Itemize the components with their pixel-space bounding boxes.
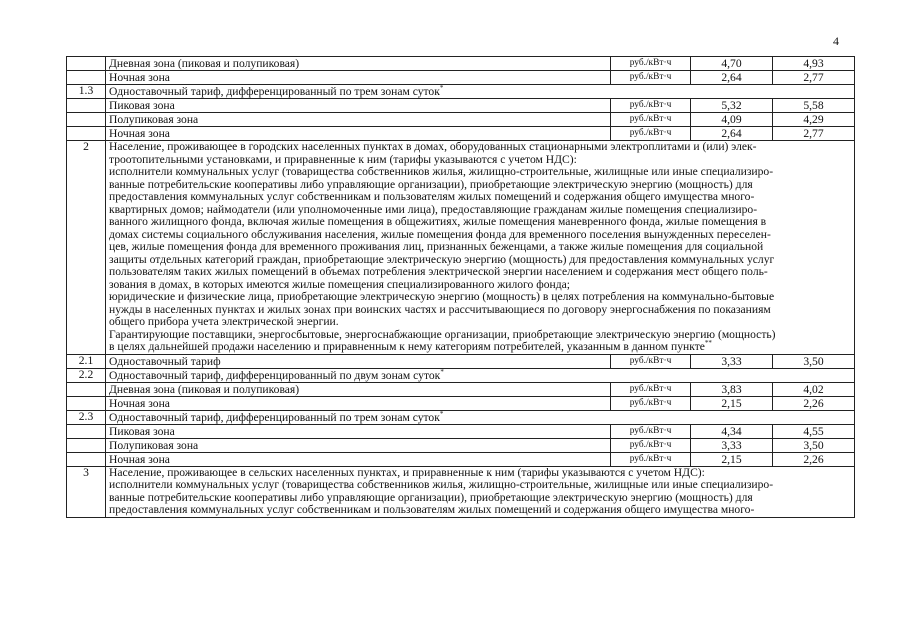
page-number: 4 (833, 34, 839, 48)
table-row (67, 438, 855, 452)
unit-cell: руб./кВт·ч (611, 127, 691, 141)
section-text (106, 466, 855, 517)
tariff-value-1: 2,15 (691, 452, 773, 466)
row-number (67, 99, 106, 113)
row-number (67, 113, 106, 127)
table-row (67, 354, 855, 368)
section-line: в целях дальнейшей продажи населению и приравненным к нему категориям потребителей, указанным в данном пункте** (109, 339, 712, 353)
section-row (67, 466, 855, 517)
row-label-text: Одноставочный тариф, дифференцированный по двум зонам суток (109, 368, 441, 382)
table-row (67, 127, 855, 141)
section-line: ванные потребительские кооперативы либо управляющие организации), приобретающие электрическую энергию (мощность) для (109, 177, 753, 191)
table-row (67, 424, 855, 438)
tariff-table-body (67, 57, 855, 518)
section-text (106, 141, 855, 355)
row-label (106, 410, 855, 424)
unit-cell: руб./кВт·ч (611, 382, 691, 396)
table-row (67, 113, 855, 127)
table-row (67, 452, 855, 466)
section-line: предоставления коммунальных услуг собственникам и пользователям жилых помещений и содержания общего имущества много- (109, 190, 755, 203)
row-number (67, 71, 106, 85)
row-number (67, 424, 106, 438)
section-line: зования в домах, в которых имеются жилые помещения специализированного жилого фонда; (109, 277, 570, 291)
row-label: Ночная зона (106, 452, 611, 466)
section-line: троотопительными установками, и приравненные к ним (тарифы указываются с учетом НДС): (109, 152, 577, 166)
row-label (106, 85, 855, 99)
tariff-value-1: 4,09 (691, 113, 773, 127)
section-line: Население, проживающее в сельских населенных пунктах, и приравненные к ним (тарифы указываются с учетом НДС): (109, 466, 705, 479)
unit-cell: руб./кВт·ч (611, 438, 691, 452)
tariff-value-1: 5,32 (691, 99, 773, 113)
unit-cell: руб./кВт·ч (611, 424, 691, 438)
row-label (106, 368, 855, 382)
tariff-value-1: 3,33 (691, 354, 773, 368)
table-row (67, 410, 855, 424)
section-line: общего прибора учета электрической энергии. (109, 315, 339, 328)
row-label: Ночная зона (106, 396, 611, 410)
table-row (67, 85, 855, 99)
row-label: Полупиковая зона (106, 113, 611, 127)
section-line: квартирных домов; наймодатели (или уполномоченные ими лица), предоставляющие гражданам жилые помещения специализиро- (109, 202, 758, 216)
tariff-value-2: 4,29 (773, 113, 855, 127)
section-line: юридические и физические лица, приобретающие электрическую энергию (мощность) в целях потребления на коммунально-бытовые (109, 290, 775, 303)
section-line: ванного жилищного фонда, включая жилые помещения в общежитиях, жилые помещения маневренного фонда, жилые помещения в (109, 215, 767, 228)
section-line: цев, жилые помещения фонда для временного проживания лиц, признанных беженцами, а также жилые помещения для социальной (109, 240, 764, 253)
row-number: 2.2 (67, 368, 106, 382)
table-row (67, 382, 855, 396)
section-number: 3 (67, 466, 106, 517)
tariff-value-1: 2,64 (691, 71, 773, 85)
row-label: Пиковая зона (106, 424, 611, 438)
tariff-table (66, 56, 855, 518)
footnote-mark: * (440, 368, 444, 376)
tariff-value-1: 4,70 (691, 57, 773, 71)
section-line: Гарантирующие поставщики, энергосбытовые, энергоснабжающие организации, приобретающие электрическую энергию (мощность) (109, 327, 776, 341)
section-number: 2 (67, 141, 106, 355)
row-number (67, 57, 106, 71)
footnote-mark: * (439, 84, 444, 93)
footnote-mark: ** (704, 339, 712, 348)
tariff-value-2: 4,55 (773, 424, 855, 438)
tariff-value-2: 2,26 (773, 396, 855, 410)
row-label: Полупиковая зона (106, 438, 611, 452)
row-label: Дневная зона (пиковая и полупиковая) (106, 382, 611, 396)
row-label: Ночная зона (106, 71, 611, 85)
unit-cell: руб./кВт·ч (611, 396, 691, 410)
unit-cell: руб./кВт·ч (611, 452, 691, 466)
row-label: Пиковая зона (106, 99, 611, 113)
row-label: Дневная зона (пиковая и полупиковая) (106, 57, 611, 71)
tariff-value-2: 4,93 (773, 57, 855, 71)
section-line: домах системы социального обслуживания населения, жилые помещения фонда для временного поселения вынужденных переселен- (109, 227, 771, 241)
tariff-value-1: 3,83 (691, 382, 773, 396)
section-row (67, 141, 855, 355)
row-label: Ночная зона (106, 127, 611, 141)
row-number: 2.3 (67, 410, 106, 424)
section-line: нужды в населенных пунктах и жилых зонах при воинских частях и рассчитывающиеся по договору энергоснабжения по показаниям (109, 302, 771, 316)
table-row (67, 396, 855, 410)
table-row (67, 99, 855, 113)
row-number (67, 438, 106, 452)
tariff-value-1: 2,15 (691, 396, 773, 410)
tariff-value-1: 2,64 (691, 127, 773, 141)
section-line: пользователям таких жилых помещений в объемах потребления электрической энергии населением и содержания мест общего поль- (109, 265, 768, 278)
row-label-text: Одноставочный тариф, дифференцированный по трем зонам суток (109, 410, 440, 424)
row-number: 1.3 (67, 85, 106, 99)
tariff-value-2: 3,50 (773, 438, 855, 452)
row-number: 2.1 (67, 354, 106, 368)
unit-cell: руб./кВт·ч (611, 113, 691, 127)
row-number (67, 452, 106, 466)
row-label: Одноставочный тариф (106, 354, 611, 368)
section-line: ванные потребительские кооперативы либо управляющие организации), приобретающие электрическую энергию (мощность) для (109, 490, 753, 504)
section-line: исполнители коммунальных услуг (товарищества собственников жилья, жилищно-строительные, жилищные или иные специализиро- (109, 478, 774, 491)
footnote-mark: * (439, 410, 444, 418)
row-label-text: Одноставочный тариф, дифференцированный по трем зонам суток (109, 85, 440, 98)
tariff-value-2: 2,77 (773, 71, 855, 85)
section-line: Население, проживающее в городских населенных пунктах в домах, оборудованных стационарными электроплитами и (или) элек- (109, 140, 757, 153)
row-number (67, 127, 106, 141)
tariff-value-2: 4,02 (773, 382, 855, 396)
table-row (67, 368, 855, 382)
tariff-value-2: 2,26 (773, 452, 855, 466)
section-line: предоставления коммунальных услуг собственникам и пользователям жилых помещений и содержания общего имущества много- (109, 503, 755, 516)
unit-cell: руб./кВт·ч (611, 71, 691, 85)
unit-cell: руб./кВт·ч (611, 57, 691, 71)
table-row (67, 71, 855, 85)
unit-cell: руб./кВт·ч (611, 99, 691, 113)
section-line: защиты отдельных категорий граждан, приобретающие электрическую энергию (мощность) для предоставления коммунальных услуг (109, 252, 775, 266)
row-number (67, 382, 106, 396)
row-number (67, 396, 106, 410)
tariff-value-1: 3,33 (691, 438, 773, 452)
table-row (67, 57, 855, 71)
unit-cell: руб./кВт·ч (611, 354, 691, 368)
tariff-value-2: 2,77 (773, 127, 855, 141)
tariff-value-2: 5,58 (773, 99, 855, 113)
section-line: исполнители коммунальных услуг (товарищества собственников жилья, жилищно-строительные, жилищные или иные специализиро- (109, 165, 774, 178)
tariff-value-1: 4,34 (691, 424, 773, 438)
tariff-value-2: 3,50 (773, 354, 855, 368)
